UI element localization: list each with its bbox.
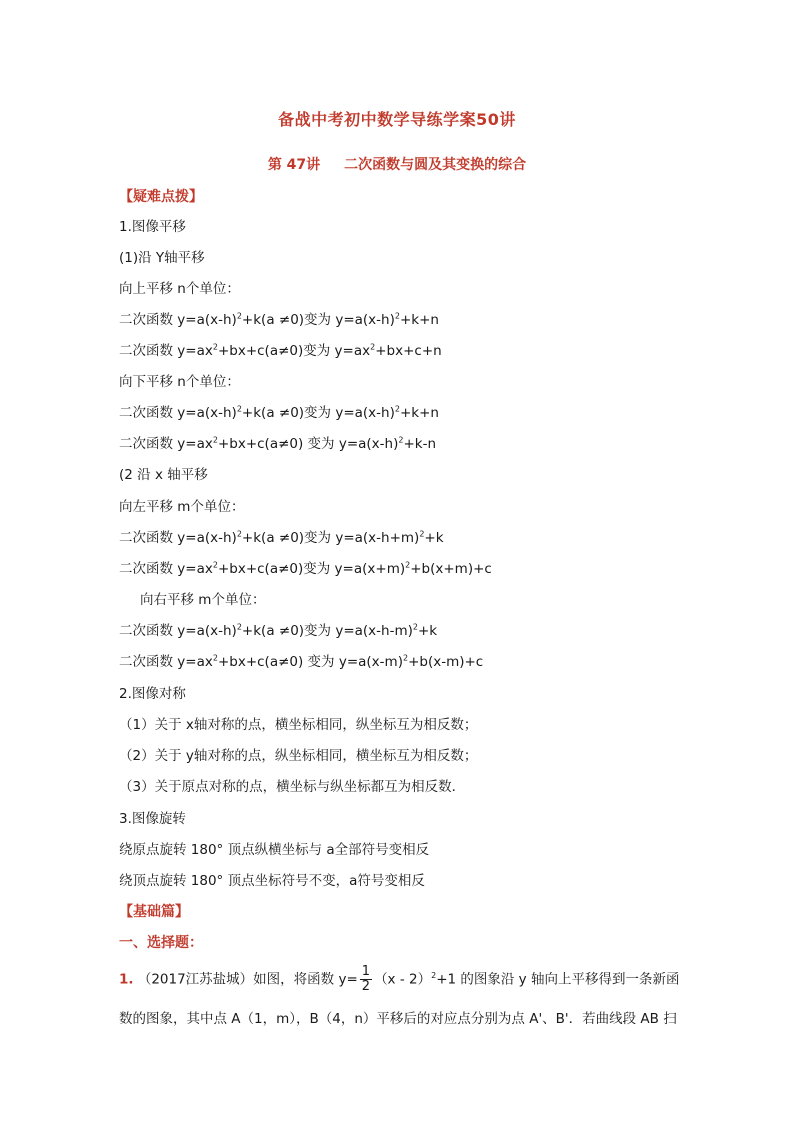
fraction-one-half: $\frac{1}{2}$ [361,964,371,994]
lesson-subtitle [0,154,794,174]
formula-right-vertex: 二次函数 $y=a(x-h)^2+k(a \ne 0)$变为 $y=a(x-h-m)^2+k$ [119,622,438,639]
question-1-line-2: 数的图象，其中点 A（1，m），B（4，n）平移后的对应点分别为点 A'、B'．若曲线段 AB 扫 [119,1011,677,1027]
formula-left-vertex: 二次函数 $y=a(x-h)^2+k(a \ne 0)$变为 $y=a(x-h+m)^2+k$ [119,529,444,546]
formula-up-general: 二次函数 $y=ax^2+bx+c(a\ne 0)$变为 $y=ax^2+bx+c+n$ [119,342,442,359]
rotation-origin: 绕原点旋转 180° 顶点纵横坐标与 a全部符号变相反 [119,842,430,858]
tips-shift-right: 向右平移 m个单位： [140,592,266,608]
tips-heading-rotation: 3.图像旋转 [119,811,186,827]
section-choice-heading: 一、选择题： [119,935,203,951]
tips-shift-down: 向下平移 n个单位： [119,374,240,390]
lesson-topic: 二次函数与圆及其变换的综合 [344,157,527,173]
formula-right-general: 二次函数 $y=ax^2+bx+c(a\ne 0)$ 变为 $y=a(x-m)^2+b(x-m)+c$ [119,653,484,670]
formula-down-general: 二次函数 $y=ax^2+bx+c(a\ne 0)$ 变为 $y=a(x-h)^2+k-n$ [119,435,437,452]
section-tips-heading: 【疑难点拨】 [119,189,203,205]
tips-heading-symmetry: 2.图像对称 [119,686,186,702]
section-basic-heading: 【基础篇】 [119,904,189,920]
tips-x-axis-shift: (2 沿 x 轴平移 [119,467,208,483]
formula-down-vertex: 二次函数 $y=a(x-h)^2+k(a \ne 0)$变为 $y=a(x-h)^2+k+n$ [119,404,439,421]
symmetry-origin: （3）关于原点对称的点，横坐标与纵坐标都互为相反数． [119,779,466,795]
symmetry-y-axis: （2）关于 y轴对称的点，纵坐标相同，横坐标互为相反数； [119,748,478,764]
tips-y-axis-shift: (1)沿 Y轴平移 [119,250,205,266]
question-number: 1. [119,971,134,988]
tips-heading-translation: 1.图像平移 [119,219,186,235]
formula-left-general: 二次函数 $y=ax^2+bx+c(a\ne 0)$变为 $y=a(x+m)^2+b(x+m)+c$ [119,560,492,577]
symmetry-x-axis: （1）关于 x轴对称的点，横坐标相同，纵坐标互为相反数； [119,717,478,733]
tips-shift-left: 向左平移 m个单位： [119,499,245,515]
tips-shift-up: 向上平移 n个单位： [119,281,240,297]
question-1-line-1: 1. （2017江苏盐城）如图，将函数 y= $\frac{1}{2}$ （x - 2）$^2$+1 的图象沿 y 轴向上平移得到一条新函 [119,964,680,994]
rotation-vertex: 绕顶点旋转 180° 顶点坐标符号不变，a符号变相反 [119,873,425,889]
lesson-number: 第 47讲 [267,157,321,173]
document-title: 备战中考初中数学导练学案50讲 [278,110,516,129]
formula-up-vertex: 二次函数 $y=a(x-h)^2+k(a \ne 0)$变为 $y=a(x-h)^2+k+n$ [119,311,439,328]
